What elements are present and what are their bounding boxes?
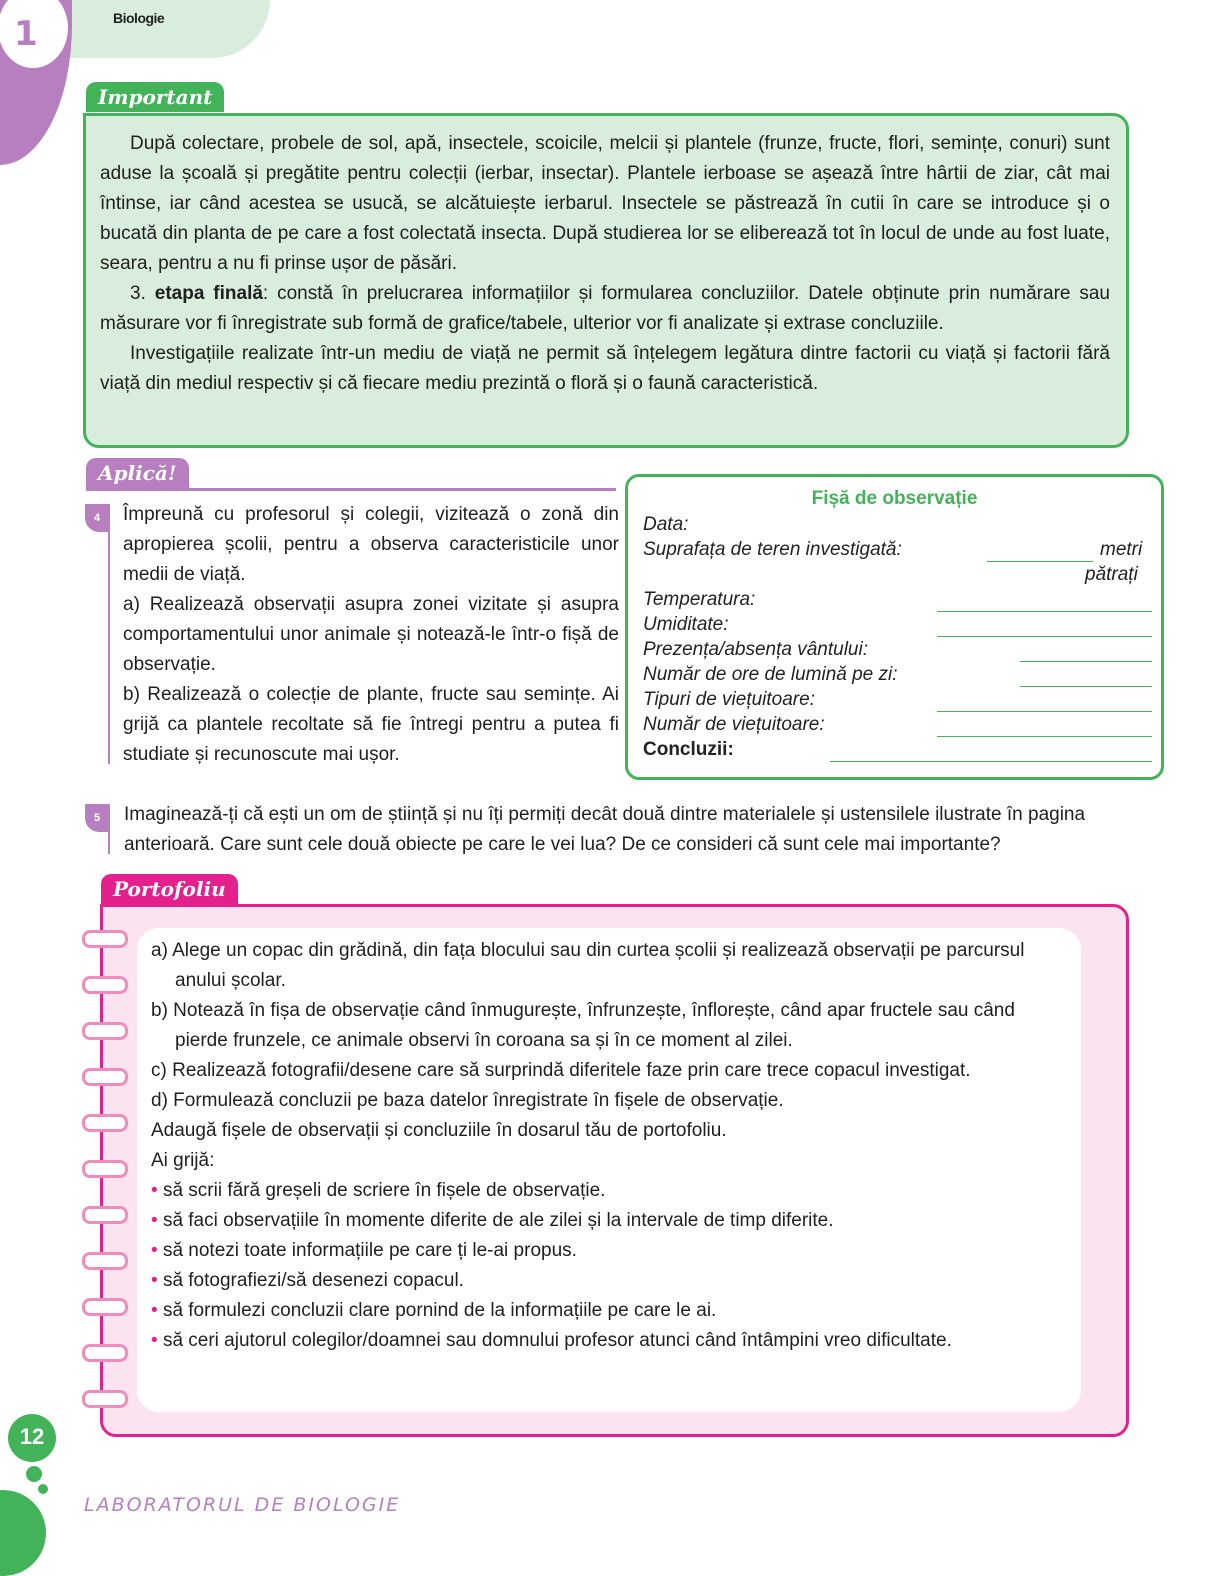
list-item-text: să scrii fără greșeli de scriere în fișele de observație. <box>162 1180 606 1201</box>
portofoliu-ai-grija: Ai grijă: <box>151 1150 215 1171</box>
page-number: 12 <box>19 1424 45 1449</box>
binder-ring <box>82 1344 128 1362</box>
list-item-text: să notezi toate informațiile pe care ți le-ai propus. <box>162 1240 577 1261</box>
portofoliu-item-d: d) Formulează concluzii pe baza datelor înregistrate în fișele de observație. <box>151 1090 784 1111</box>
decorative-dot <box>26 1466 42 1482</box>
field-vant: Prezența/absența vântului: <box>643 639 868 660</box>
important-label: Important <box>86 82 224 112</box>
list-item-text: să formulezi concluzii clare pornind de la informațiile pe care le ai. <box>162 1300 717 1321</box>
list-item <box>151 1206 1071 1236</box>
field-temperatura: Temperatura: <box>643 589 756 610</box>
subject-title: Biologie <box>113 10 165 26</box>
binder-ring <box>82 1390 128 1408</box>
aplica-rule <box>86 488 616 491</box>
field-vant-line <box>1020 661 1152 662</box>
bullet-icon: • <box>151 1240 158 1261</box>
book-title: LABORATORUL DE BIOLOGIE <box>84 1494 401 1516</box>
field-umiditate: Umiditate: <box>643 614 729 635</box>
field-concluzii-line <box>830 761 1152 762</box>
decorative-blob <box>0 1490 46 1576</box>
observation-sheet-title: Fișă de observație <box>811 488 978 509</box>
question-5-number: 5 <box>85 804 109 832</box>
bullet-icon: • <box>151 1300 158 1321</box>
binder-ring <box>82 1022 128 1040</box>
binder-ring <box>82 976 128 994</box>
question-4-part-a: a) Realizează observații asupra zonei vizitate și asupra comportamentului unor animale și notează-le într-o fișă de observație. <box>123 594 619 675</box>
field-data: Data: <box>643 514 689 535</box>
question-5-bar <box>108 804 110 854</box>
bullet-icon: • <box>151 1330 158 1351</box>
question-4-part-b: b) Realizează o colecție de plante, fructe sau semințe. Ai grijă ca plantele recoltate să fie întregi pentru a putea fi studiate și recunoscute mai ușor. <box>123 684 619 765</box>
portofoliu-adauga: Adaugă fișele de observații și concluziile în dosarul tău de portofoliu. <box>151 1120 727 1141</box>
list-item <box>151 1236 1071 1266</box>
field-suprafata: Suprafața de teren investigată: <box>643 539 902 560</box>
list-item <box>151 1326 1071 1356</box>
important-paragraph-1: După colectare, probele de sol, apă, insectele, scoicile, melcii și plantele (frunze, fructe, flori, semințe, conuri) sunt aduse la școală și pregătite pentru colecții (ierbar, insectar). Plantele ierboase se așează între hârtii de ziar, cât mai întinse, iar când acestea se usucă, se alcătuiește ierbarul. Insectele se păstrează în cutii în care se introduce și o bucată din planta de pe care a fost colectată insecta. După studierea lor se eliberează tot în locul de unde au fost luate, seara, pentru a nu fi prinse ușor de păsări. <box>100 133 1110 274</box>
stage-number: 3. <box>130 283 146 304</box>
binder-ring <box>82 1206 128 1224</box>
stage-title: etapa finală <box>154 283 263 304</box>
chapter-number: 1 <box>14 14 38 54</box>
portofoliu-text <box>151 936 1071 1356</box>
list-item <box>151 1296 1071 1326</box>
binder-ring <box>82 1068 128 1086</box>
field-concluzii: Concluzii: <box>643 739 734 760</box>
unit-patrati: pătrați <box>1085 564 1138 585</box>
binder-ring <box>82 1114 128 1132</box>
decorative-dot <box>38 1484 48 1494</box>
unit-metri: metri <box>1100 539 1143 560</box>
field-ore-lumina-line <box>1020 686 1152 687</box>
list-item-text: să faci observațiile în momente diferite de ale zilei și la intervale de timp diferite. <box>162 1210 834 1231</box>
binder-ring <box>82 1298 128 1316</box>
binder-ring <box>82 930 128 948</box>
binder-ring <box>82 1252 128 1270</box>
field-umiditate-line <box>937 636 1152 637</box>
question-4-text <box>123 500 619 770</box>
field-tipuri: Tipuri de viețuitoare: <box>643 689 815 710</box>
question-4-intro: Împreună cu profesorul și colegii, vizitează o zonă din apropierea școlii, pentru a observa caracteristicile unor medii de viață. <box>123 504 619 585</box>
important-paragraph-3: Investigațiile realizate într-un mediu de viață ne permit să înțelegem legătura dintre factorii cu viață și factorii fără viață din mediul respectiv și că fiecare mediu prezintă o floră și o faună caracteristică. <box>100 343 1110 394</box>
portofoliu-item-b: b) Notează în fișa de observație când înmugurește, înfrunzește, înflorește, când apar fructele sau când pierde frunzele, ce animale observi în coroana sa și în ce moment al zilei. <box>151 1000 1015 1051</box>
question-4-number: 4 <box>85 504 109 532</box>
question-4-bar <box>108 504 110 764</box>
question-5-text: Imaginează-ți că ești un om de știință și nu îți permiți decât două dintre materialele și ustensilele ilustrate în pagina anterioară. Care sunt cele două obiecte pe care le vei lua? De ce consideri că sunt cele mai importante? <box>124 804 1086 855</box>
binder-ring <box>82 1160 128 1178</box>
list-item <box>151 1266 1071 1296</box>
field-numar-line <box>937 736 1152 737</box>
list-item-text: să ceri ajutorul colegilor/doamnei sau domnului profesor atunci când întâmpini vreo dificultate. <box>162 1330 952 1351</box>
list-item <box>151 1176 1071 1206</box>
portofoliu-item-a: a) Alege un copac din grădină, din fața blocului sau din curtea școlii și realizează observații pe parcursul anului școlar. <box>151 940 1025 991</box>
important-paragraph-2 <box>100 279 1110 339</box>
important-text <box>100 129 1110 399</box>
portofoliu-label: Portofoliu <box>101 874 238 904</box>
field-suprafata-line <box>987 561 1093 562</box>
bullet-icon: • <box>151 1180 158 1201</box>
stage-description: : constă în prelucrarea informațiilor și formularea concluziilor. Datele obținute prin numărare sau măsurare vor fi înregistrate sub formă de grafice/tabele, ulterior vor fi analizate și extrase concluziile. <box>100 283 1110 334</box>
portofoliu-item-c: c) Realizează fotografii/desene care să surprindă diferitele faze prin care trece copacul investigat. <box>151 1060 971 1081</box>
field-temperatura-line <box>937 611 1152 612</box>
field-ore-lumina: Număr de ore de lumină pe zi: <box>643 664 898 685</box>
list-item-text: să fotografiezi/să desenezi copacul. <box>162 1270 464 1291</box>
field-numar: Număr de viețuitoare: <box>643 714 825 735</box>
bullet-icon: • <box>151 1270 158 1291</box>
aplica-label: Aplică! <box>86 458 189 488</box>
bullet-icon: • <box>151 1210 158 1231</box>
field-tipuri-line <box>937 711 1152 712</box>
